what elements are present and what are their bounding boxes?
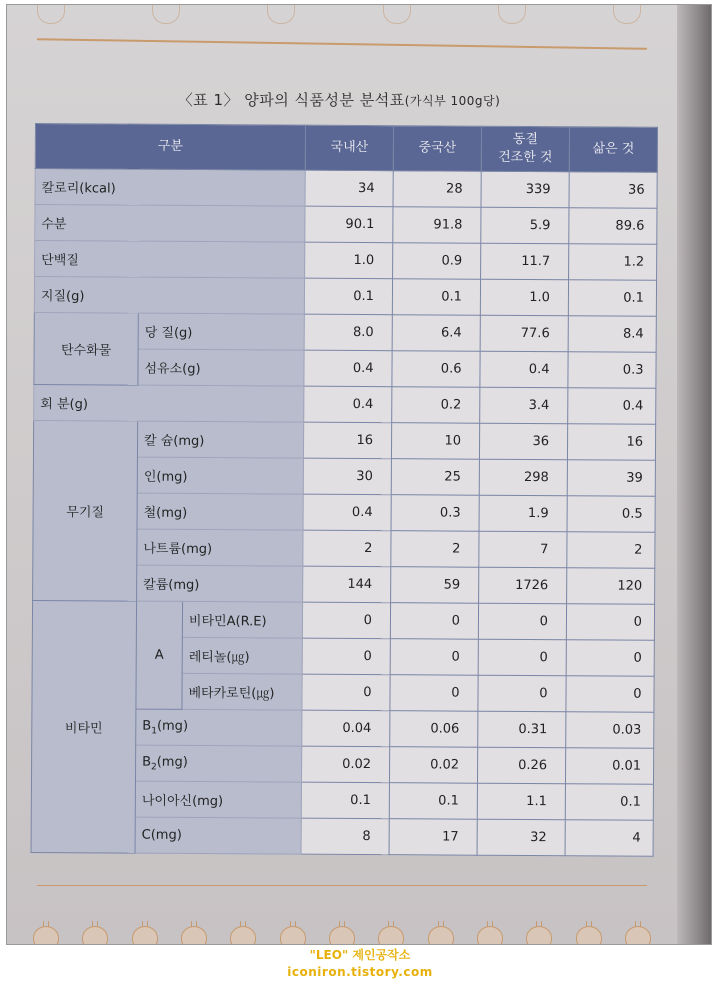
cell-value: 89.6 (569, 208, 657, 245)
row-label: C(mg) (135, 817, 301, 854)
cell-value: 0 (302, 602, 390, 639)
row-label: 칼 슘(mg) (137, 421, 303, 458)
page-shadow-edge (677, 5, 711, 944)
row-label: 지질(g) (34, 277, 304, 315)
row-label-subscript: 2 (150, 762, 157, 773)
cell-value: 36 (479, 423, 567, 460)
cell-value: 0.01 (565, 748, 653, 785)
cell-value: 339 (481, 171, 569, 208)
onion-icon (80, 920, 108, 945)
group-label-vitamin: 비타민 (31, 600, 137, 853)
cell-value: 0.4 (304, 386, 392, 423)
cell-value: 0.31 (478, 711, 566, 748)
cell-value: 298 (479, 459, 567, 496)
cell-value: 0.06 (390, 711, 478, 748)
cell-value: 0 (566, 676, 654, 713)
cell-value: 0.4 (303, 494, 391, 531)
row-label-text: B (142, 718, 152, 734)
cell-value: 8.0 (304, 314, 392, 351)
cell-value: 39 (567, 460, 655, 497)
table-row (33, 420, 655, 460)
onion-icon (574, 920, 602, 945)
row-label: 비타민A(R.E) (182, 601, 302, 638)
top-onion-decoration (37, 5, 641, 27)
table-row (35, 241, 657, 281)
cell-value: 77.6 (480, 315, 568, 352)
onion-icon (130, 920, 158, 945)
cell-value: 28 (393, 171, 481, 208)
header-freeze-dried-line2: 건조한 것 (498, 149, 553, 166)
header-freeze-dried-line1: 동결 (512, 131, 539, 148)
header-domestic: 국내산 (305, 125, 393, 171)
row-label: 레티놀(㎍) (182, 637, 302, 674)
row-label (135, 745, 301, 782)
cell-value: 7 (479, 531, 567, 568)
cell-value: 10 (391, 423, 479, 460)
cell-value: 59 (391, 567, 479, 604)
table-caption (7, 89, 671, 110)
cell-value: 0 (390, 675, 478, 712)
onion-icon (152, 5, 180, 24)
cell-value: 0.1 (301, 782, 389, 819)
onion-icon (623, 920, 651, 945)
cell-value: 1.1 (477, 783, 565, 820)
cell-value: 0.26 (477, 747, 565, 784)
group-label-vitamin-a: A (136, 601, 183, 709)
cell-value: 1.0 (480, 279, 568, 316)
cell-value: 91.8 (393, 207, 481, 244)
top-divider (37, 38, 647, 50)
header-freeze-dried (481, 126, 569, 172)
cell-value: 0.3 (391, 495, 479, 532)
onion-icon (383, 5, 411, 24)
watermark-credit (0, 946, 720, 979)
row-label: 수분 (35, 205, 305, 243)
cell-value: 0 (566, 640, 654, 677)
row-label: 당 질(g) (138, 313, 304, 350)
onion-icon (376, 920, 404, 945)
cell-value: 16 (303, 422, 391, 459)
onion-icon (37, 5, 65, 24)
cell-value: 1.2 (569, 244, 657, 281)
row-label: 나이아신(mg) (135, 781, 301, 818)
table-header-row (35, 124, 657, 173)
cell-value: 0.5 (567, 496, 655, 533)
group-label-mineral: 무기질 (33, 420, 138, 601)
onion-icon (31, 920, 59, 945)
cell-value: 144 (303, 566, 391, 603)
cell-value: 0 (302, 674, 390, 711)
row-label: 단백질 (35, 241, 305, 279)
credit-link[interactable]: iconiron.tistory.com (287, 965, 433, 979)
cell-value: 4 (565, 820, 653, 857)
row-label (136, 709, 302, 746)
cell-value: 0 (302, 638, 390, 675)
onion-icon (613, 5, 641, 24)
onion-icon (475, 920, 503, 945)
onion-icon (327, 920, 355, 945)
cell-value: 6.4 (392, 315, 480, 352)
cell-value: 0.1 (568, 280, 656, 317)
cell-value: 0 (390, 639, 478, 676)
cell-value: 0 (566, 604, 654, 641)
cell-value: 0.1 (389, 783, 477, 820)
row-label: 회 분(g) (34, 384, 304, 422)
nutrition-table (31, 123, 658, 857)
cell-value: 0 (478, 675, 566, 712)
cell-value: 0.2 (392, 387, 480, 424)
cell-value: 0.02 (389, 747, 477, 784)
row-label-unit: (mg) (156, 754, 188, 770)
book-page (6, 4, 712, 945)
header-chinese: 중국산 (393, 126, 481, 172)
cell-value: 0.04 (302, 710, 390, 747)
table-row (34, 384, 656, 424)
cell-value: 0.1 (304, 278, 392, 315)
header-category: 구분 (35, 124, 305, 171)
cell-value: 0.6 (392, 351, 480, 388)
row-label: 베타카로틴(㎍) (182, 673, 302, 710)
onion-icon (228, 920, 256, 945)
cell-value: 25 (391, 459, 479, 496)
row-label: 섬유소(g) (138, 349, 304, 386)
onion-icon (267, 5, 295, 24)
cell-value: 120 (567, 568, 655, 605)
cell-value: 2 (303, 530, 391, 567)
row-label: 철(mg) (137, 493, 303, 530)
caption-main: 〈표 1〉 양파의 식품성분 분석표 (177, 91, 405, 109)
onion-icon (278, 920, 306, 945)
cell-value: 36 (569, 172, 657, 209)
cell-value: 16 (567, 424, 655, 461)
cell-value: 1.9 (479, 495, 567, 532)
row-label: 인(mg) (137, 457, 303, 494)
cell-value: 32 (477, 819, 565, 856)
cell-value: 2 (567, 532, 655, 569)
cell-value: 1.0 (305, 242, 393, 279)
row-label: 칼로리(kcal) (35, 169, 305, 207)
cell-value: 11.7 (481, 243, 569, 280)
cell-value: 3.4 (480, 387, 568, 424)
cell-value: 0 (478, 639, 566, 676)
cell-value: 0.1 (565, 784, 653, 821)
cell-value: 5.9 (481, 207, 569, 244)
table-row (35, 169, 657, 209)
bottom-divider (37, 885, 647, 886)
row-label-unit: (mg) (156, 718, 189, 734)
table-row (34, 312, 656, 352)
cell-value: 2 (391, 531, 479, 568)
onion-icon (426, 920, 454, 945)
group-label-carbohydrate: 탄수화물 (34, 312, 138, 385)
row-label: 나트륨(mg) (137, 529, 303, 566)
cell-value: 0.4 (480, 351, 568, 388)
cell-value: 8 (301, 818, 389, 855)
cell-value: 0.03 (566, 712, 654, 749)
table-row (32, 600, 654, 640)
cell-value: 17 (389, 819, 477, 856)
cell-value: 0.3 (568, 352, 656, 389)
cell-value: 0 (478, 603, 566, 640)
bottom-onion-decoration (31, 910, 651, 945)
cell-value: 0 (390, 603, 478, 640)
caption-sub: (가식부 100g당) (404, 94, 501, 108)
credit-line-1: "LEO" 제인공작소 (309, 948, 411, 962)
cell-value: 8.4 (568, 316, 656, 353)
table-row (34, 277, 656, 317)
cell-value: 30 (303, 458, 391, 495)
row-label-text: B (142, 754, 152, 770)
cell-value: 0.02 (301, 746, 389, 783)
header-boiled: 삶은 것 (569, 127, 657, 173)
row-label: 칼륨(mg) (137, 565, 303, 602)
cell-value: 0.1 (392, 279, 480, 316)
onion-icon (179, 920, 207, 945)
onion-icon (498, 5, 526, 24)
cell-value: 0.4 (568, 388, 656, 425)
cell-value: 90.1 (305, 206, 393, 243)
cell-value: 1726 (479, 567, 567, 604)
cell-value: 0.9 (393, 243, 481, 280)
cell-value: 34 (305, 170, 393, 207)
onion-icon (524, 920, 552, 945)
row-label-subscript: 1 (151, 726, 157, 737)
cell-value: 0.4 (304, 350, 392, 387)
table-row (35, 205, 657, 245)
